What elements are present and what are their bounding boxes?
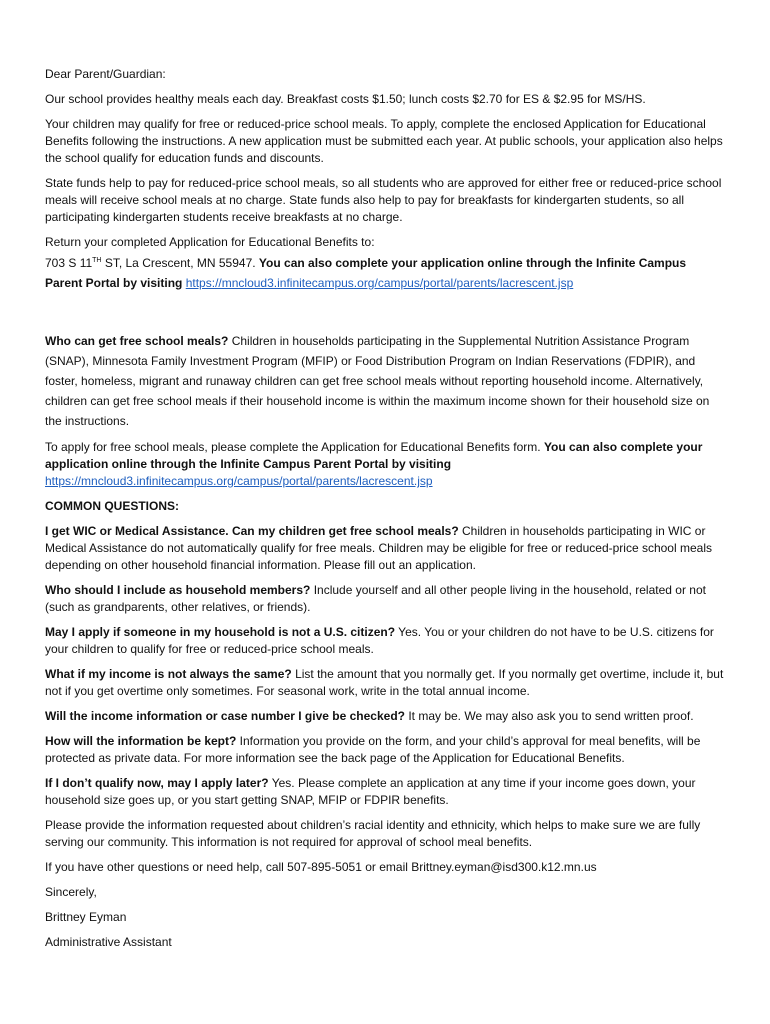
qa-question: If I don’t qualify now, may I apply later?	[45, 776, 269, 790]
qa-answer: Children in households participating in WIC or Medical Assistance do not automatically qualify for free meals. Children may be eligible for free or reduced-price school meals depending on other household financial information. Please fill out an application.	[45, 524, 712, 572]
return-address	[45, 253, 724, 293]
qa-item	[45, 708, 724, 725]
signer-name: Brittney Eyman	[45, 910, 127, 924]
qa-item	[45, 775, 724, 809]
qa-item	[45, 582, 724, 616]
qualify-paragraph: Your children may qualify for free or reduced-price school meals. To apply, complete the enclosed Application for Educational Benefits following the instructions. A new application must be submitted each year. At public schools, your application also helps the school qualify for education funds and discounts.	[45, 117, 723, 165]
qa-answer: List the amount that you normally get. If you normally get overtime, include it, but not if you get overtime only sometimes. For seasonal work, write in the total annual income.	[45, 667, 724, 698]
online-note: You can also complete your application online through the Infinite Campus Parent Portal by visiting	[45, 256, 687, 290]
qa-item	[45, 523, 724, 574]
qa-item	[45, 624, 724, 658]
qa-question: I get WIC or Medical Assistance. Can my children get free school meals?	[45, 524, 459, 538]
qa-answer: It may be. We may also ask you to send written proof.	[404, 709, 694, 723]
qa-question: May I apply if someone in my household is not a U.S. citizen?	[45, 625, 396, 639]
intro-paragraph: Our school provides healthy meals each day. Breakfast costs $1.50; lunch costs $2.70 for ES & $2.95 for MS/HS.	[45, 92, 646, 106]
portal-link-1[interactable]: https://mncloud3.infinitecampus.org/campus/portal/parents/lacrescent.jsp	[185, 276, 574, 290]
signature-block	[45, 884, 724, 951]
racial-identity-paragraph: Please provide the information requested about children’s racial identity and ethnicity, which helps to make sure we are fully serving our community. This information is not required for approval of school meal benefits.	[45, 818, 701, 849]
qa-question: How will the information be kept?	[45, 734, 237, 748]
qa-question: Will the income information or case number I give be checked?	[45, 709, 405, 723]
qa-item	[45, 666, 724, 700]
return-block	[45, 234, 724, 293]
state-funds-paragraph: State funds help to pay for reduced-price school meals, so all students who are approved for either free or reduced-price school meals will receive school meals at no charge. State funds also help to pay for breakfasts for kindergarten students, so all participating kindergarten students receive breakfasts at no charge.	[45, 176, 722, 224]
qa-answer: Include yourself and all other people living in the household, related or not (such as grandparents, other relatives, or friends).	[45, 583, 706, 614]
qa-question: Who should I include as household members?	[45, 583, 311, 597]
free-meals-paragraph	[45, 331, 724, 431]
greeting: Dear Parent/Guardian:	[45, 67, 166, 81]
apply-text: To apply for free school meals, please complete the Application for Educational Benefits form.	[45, 440, 544, 454]
signer-title: Administrative Assistant	[45, 935, 172, 949]
qa-question: What if my income is not always the same?	[45, 667, 292, 681]
qa-answer: Yes. Please complete an application at any time if your income goes down, your household size goes up, or you start getting SNAP, MFIP or FDPIR benefits.	[45, 776, 696, 807]
qa-answer: Yes. You or your children do not have to be U.S. citizens for your children to qualify for free or reduced-price school meals.	[45, 625, 714, 656]
common-questions-heading: COMMON QUESTIONS:	[45, 499, 179, 513]
portal-link-2[interactable]: https://mncloud3.infinitecampus.org/campus/portal/parents/lacrescent.jsp	[45, 474, 433, 488]
apply-paragraph	[45, 439, 724, 490]
free-meals-question: Who can get free school meals?	[45, 334, 229, 348]
contact-paragraph: If you have other questions or need help, call 507-895-5051 or email Brittney.eyman@isd300.k12.mn.us	[45, 860, 597, 874]
qa-answer: Information you provide on the form, and your child’s approval for meal benefits, will be protected as private data. For more information see the back page of the Application for Educational Benefits.	[45, 734, 701, 765]
address-suffix: ST, La Crescent, MN 55947.	[101, 256, 259, 270]
address-prefix: 703 S 11	[45, 256, 93, 270]
return-line: Return your completed Application for Educational Benefits to:	[45, 235, 375, 249]
qa-item	[45, 733, 724, 767]
free-meals-answer: Children in households participating in the Supplemental Nutrition Assistance Program (SNAP), Minnesota Family Investment Program (MFIP) or Food Distribution Program on Indian Reservations (FDPIR), and foster, homeless, migrant and runaway children can get free school meals without reporting household income. Alternatively, children can get free school meals if their household income is within the maximum income shown for their household size on the instructions.	[45, 334, 710, 428]
closing: Sincerely,	[45, 885, 97, 899]
apply-online-note: You can also complete your application online through the Infinite Campus Parent Portal by visiting	[45, 440, 703, 471]
address-sup: TH	[92, 257, 102, 264]
